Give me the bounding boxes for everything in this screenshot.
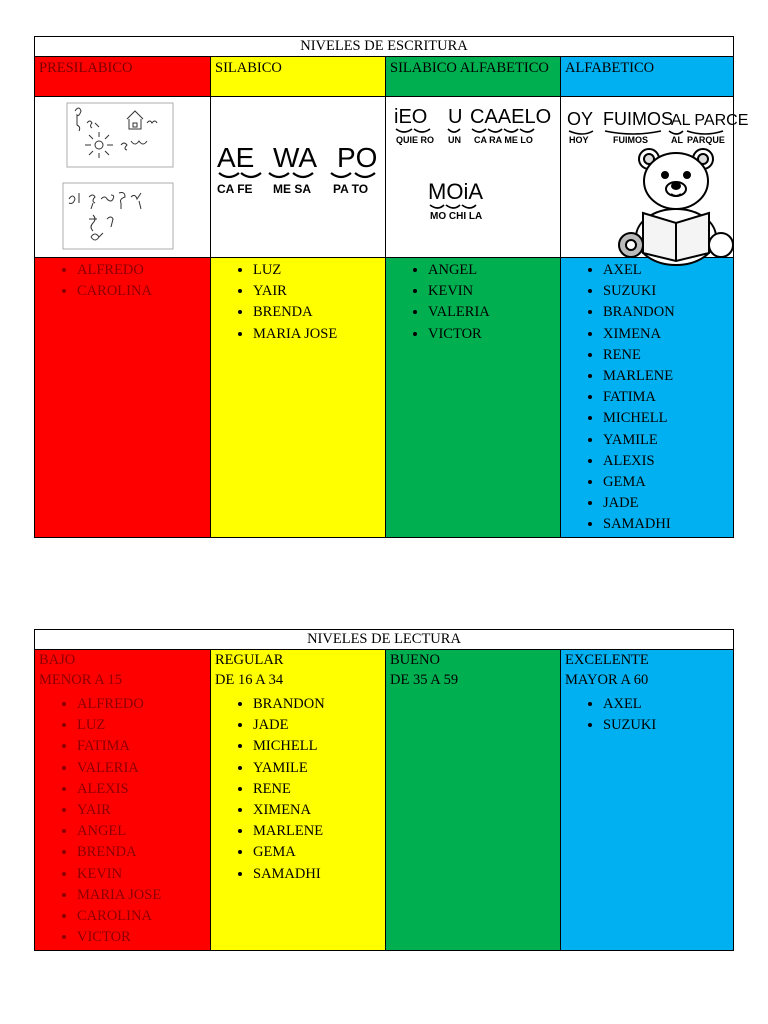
- list-item: • SUZUKI: [603, 281, 733, 302]
- svg-text:FUIMOS: FUIMOS: [603, 109, 673, 129]
- silabico-example-image: [211, 96, 386, 258]
- list-item: • MARLENE: [603, 366, 733, 387]
- bueno-list: [386, 694, 561, 950]
- list-item: • KEVIN: [77, 864, 210, 885]
- svg-text:CA FE: CA FE: [217, 182, 253, 196]
- list-item: • BRENDA: [77, 842, 210, 863]
- svg-text:UN: UN: [448, 135, 461, 145]
- list-item: • VICTOR: [77, 927, 210, 948]
- list-item: • MICHELL: [253, 736, 385, 757]
- list-item: • FATIMA: [77, 736, 210, 757]
- list-item: • SAMADHI: [253, 864, 385, 885]
- writing-names-row: [35, 258, 733, 537]
- alfabetico-example-image: [561, 96, 749, 258]
- list-item: • JADE: [253, 715, 385, 736]
- list-item: • GEMA: [253, 842, 385, 863]
- reading-names-row: [35, 694, 733, 950]
- regular-list: [211, 694, 386, 950]
- list-item: • RENE: [603, 345, 733, 366]
- list-item: • FATIMA: [603, 387, 733, 408]
- bear-reading-icon: [619, 149, 733, 265]
- list-item: • KEVIN: [428, 281, 560, 302]
- list-item: • AXEL: [603, 260, 733, 281]
- header-alfabetico: ALFABETICO: [561, 57, 733, 96]
- list-item: • ANGEL: [428, 260, 560, 281]
- list-item: • VALERIA: [428, 302, 560, 323]
- header-bueno: BUENO DE 35 A 59: [386, 650, 561, 694]
- silabico-written: AE: [217, 142, 255, 173]
- svg-text:OY: OY: [567, 109, 594, 129]
- list-item: • XIMENA: [253, 800, 385, 821]
- list-item: • MARLENE: [253, 821, 385, 842]
- presilabico-list: [35, 258, 211, 537]
- writing-examples-row: [35, 96, 749, 258]
- list-item: • YAIR: [253, 281, 385, 302]
- list-item: • ALFREDO: [77, 260, 210, 281]
- svg-text:ME SA: ME SA: [273, 182, 312, 196]
- writing-table-title: NIVELES DE ESCRITURA: [35, 37, 733, 57]
- svg-text:PO: PO: [337, 142, 378, 173]
- list-item: • YAIR: [77, 800, 210, 821]
- svg-text:iEO: iEO: [394, 106, 428, 128]
- list-item: • ANGEL: [77, 821, 210, 842]
- excelente-list: [561, 694, 733, 950]
- svg-text:PARQUE: PARQUE: [687, 135, 725, 145]
- svg-text:MOiA: MOiA: [428, 179, 483, 204]
- list-item: • BRANDON: [603, 302, 733, 323]
- list-item: • VICTOR: [428, 324, 560, 345]
- list-item: • SAMADHI: [603, 514, 733, 535]
- svg-text:FUIMOS: FUIMOS: [613, 135, 648, 145]
- silabico-alfabetico-list: [386, 258, 561, 537]
- reading-levels-table: [34, 629, 734, 951]
- list-item: • ALFREDO: [77, 694, 210, 715]
- svg-text:CA RA ME LO: CA RA ME LO: [474, 135, 533, 145]
- writing-header-row: [35, 57, 733, 96]
- list-item: • AXEL: [603, 694, 733, 715]
- list-item: • CAROLINA: [77, 906, 210, 927]
- list-item: • YAMILE: [603, 430, 733, 451]
- list-item: • VALERIA: [77, 758, 210, 779]
- list-item: • LUZ: [253, 260, 385, 281]
- svg-text:U: U: [448, 106, 463, 128]
- list-item: • MICHELL: [603, 408, 733, 429]
- list-item: • MARIA JOSE: [77, 885, 210, 906]
- header-silabico: SILABICO: [211, 57, 386, 96]
- header-silabico-alfabetico: SILABICO ALFABETICO: [386, 57, 561, 96]
- list-item: • SUZUKI: [603, 715, 733, 736]
- list-item: • JADE: [603, 493, 733, 514]
- list-item: • BRANDON: [253, 694, 385, 715]
- svg-text:QUIE RO: QUIE RO: [396, 135, 435, 145]
- list-item: • ALEXIS: [77, 779, 210, 800]
- list-item: • XIMENA: [603, 324, 733, 345]
- svg-text:AL PARCE: AL PARCE: [671, 112, 749, 129]
- presilabico-example-image: [35, 96, 211, 258]
- svg-text:CAAELO: CAAELO: [470, 106, 552, 128]
- reading-table-title: NIVELES DE LECTURA: [35, 630, 733, 650]
- reading-header-row: [35, 650, 733, 694]
- list-item: • GEMA: [603, 472, 733, 493]
- svg-text:AL: AL: [671, 135, 683, 145]
- header-presilabico: PRESILABICO: [35, 57, 211, 96]
- header-excelente: EXCELENTE MAYOR A 60: [561, 650, 733, 694]
- list-item: • RENE: [253, 779, 385, 800]
- list-item: • BRENDA: [253, 302, 385, 323]
- header-regular: REGULAR DE 16 A 34: [211, 650, 386, 694]
- bajo-list: [35, 694, 211, 950]
- svg-text:HOY: HOY: [569, 135, 589, 145]
- silabico-list: [211, 258, 386, 537]
- svg-text:PA TO: PA TO: [333, 182, 369, 196]
- list-item: • CAROLINA: [77, 281, 210, 302]
- silabico-alfabetico-example-image: [386, 96, 561, 258]
- list-item: • LUZ: [77, 715, 210, 736]
- list-item: • ALEXIS: [603, 451, 733, 472]
- alfabetico-list: [561, 258, 733, 537]
- svg-text:MO CHI LA: MO CHI LA: [430, 211, 483, 222]
- writing-levels-table: [34, 36, 749, 538]
- svg-text:WA: WA: [273, 142, 318, 173]
- list-item: • MARIA JOSE: [253, 324, 385, 345]
- list-item: • YAMILE: [253, 758, 385, 779]
- header-bajo: BAJO MENOR A 15: [35, 650, 211, 694]
